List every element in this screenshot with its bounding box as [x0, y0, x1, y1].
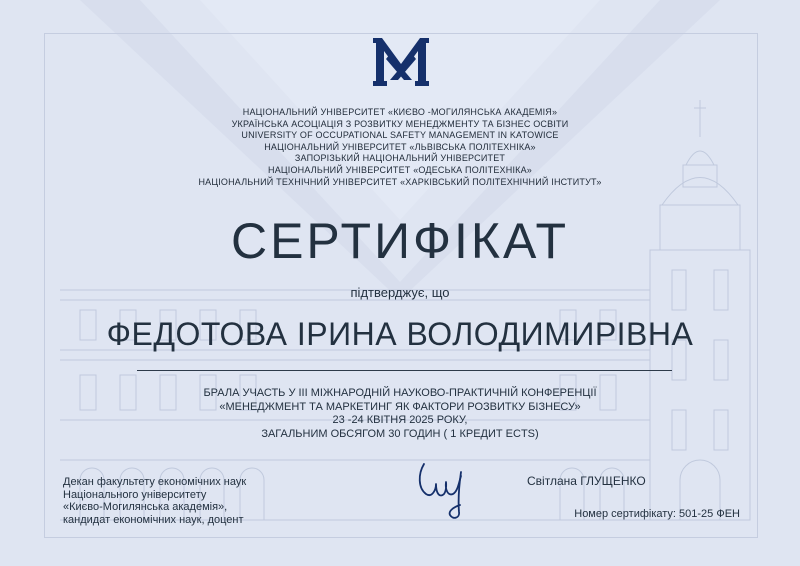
event-line: «МЕНЕДЖМЕНТ ТА МАРКЕТИНГ ЯК ФАКТОРИ РОЗВИТКУ БІЗНЕСУ» [219, 400, 581, 413]
recipient-name: ФЕДОТОВА ІРИНА ВОЛОДИМИРІВНА [106, 316, 694, 352]
event-line: 23 -24 КВІТНЯ 2025 РОКУ, [332, 414, 468, 427]
event-line: ЗАГАЛЬНИМ ОБСЯГОМ 30 ГОДИН ( 1 КРЕДИТ ECTS) [261, 427, 539, 440]
organization-line: УКРАЇНСЬКА АСОЦІАЦІЯ З РОЗВИТКУ МЕНЕДЖМЕНТУ ТА БІЗНЕС ОСВІТИ [231, 118, 569, 129]
organization-line: НАЦІОНАЛЬНИЙ УНІВЕРСИТЕТ «ОДЕСЬКА ПОЛІТЕХНІКА» [268, 164, 532, 175]
handwritten-signature-icon [412, 456, 474, 524]
event-description [150, 387, 650, 441]
event-line: БРАЛА УЧАСТЬ У ІІІ МІЖНАРОДНІЙ НАУКОВО-ПРАКТИЧНІЙ КОНФЕРЕНЦІЇ [203, 387, 597, 399]
dean-line: «Києво-Могилянська академія», [63, 501, 228, 514]
certificate-title: СЕРТИФІКАТ [230, 213, 570, 269]
signer-name: Світлана ГЛУЩЕНКО [527, 474, 646, 488]
organization-line: НАЦІОНАЛЬНИЙ УНІВЕРСИТЕТ «КИЄВО -МОГИЛЯНСЬКА АКАДЕМІЯ» [242, 107, 558, 117]
name-underline [137, 370, 672, 371]
academy-monogram-icon [370, 34, 432, 86]
certificate-number: Номер сертифікату: 501-25 ФЕН [574, 508, 740, 520]
dean-line: Декан факультету економічних наук [63, 476, 247, 488]
dean-title [63, 476, 313, 526]
dean-line: Національного університету [63, 488, 207, 501]
organization-line: ЗАПОРІЗЬКИЙ НАЦІОНАЛЬНИЙ УНІВЕРСИТЕТ [294, 153, 506, 164]
organization-line: UNIVERSITY OF OCCUPATIONAL SAFETY MANAGEMENT IN KATOWICE [241, 130, 559, 141]
confirms-text: підтверджує, що [350, 285, 450, 300]
organization-line: НАЦІОНАЛЬНИЙ ТЕХНІЧНИЙ УНІВЕРСИТЕТ «ХАРКІВСЬКИЙ ПОЛІТЕХНІЧНИЙ ІНСТИТУТ» [198, 176, 602, 187]
organization-line: НАЦІОНАЛЬНИЙ УНІВЕРСИТЕТ «ЛЬВІВСЬКА ПОЛІТЕХНІКА» [264, 141, 536, 152]
dean-line: кандидат економічних наук, доцент [63, 513, 244, 526]
organizations-list [150, 107, 650, 188]
